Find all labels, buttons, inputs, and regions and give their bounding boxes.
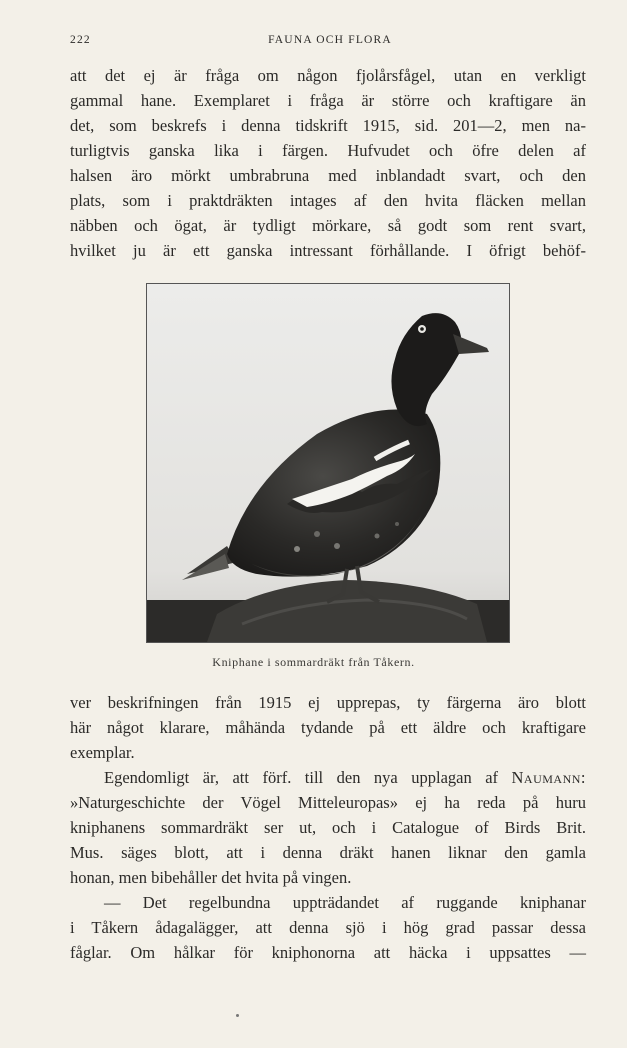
text-line: näbben och ögat, är tydligt mörkare, så godt som rent svart, [70, 216, 586, 235]
page-number: 222 [70, 34, 91, 46]
text-line: plats, som i praktdräkten intages af den hvita fläcken mellan [70, 191, 586, 210]
text-line: ver beskrifningen från 1915 ej upprepas, ty färgerna äro blott [70, 693, 586, 712]
author-name: Naumann: [511, 768, 586, 787]
duck-illustration [147, 284, 509, 642]
goldeneye-photograph [146, 283, 510, 643]
text-line: hvilket ju är ett ganska intressant förhållande. I öfrigt behöf- [70, 241, 586, 260]
paper-speck [236, 1014, 239, 1017]
text-line: honan, men bibehåller det hvita på vingen. [70, 868, 352, 887]
body-paragraph-1 [70, 690, 586, 765]
text-line: halsen äro mörkt umbrabruna med inblandadt svart, och den [70, 166, 586, 185]
text-line: i Tåkern ådagalägger, att denna sjö i hög grad passar dessa [70, 918, 586, 937]
text-line: fåglar. Om hålkar för kniphonorna att häcka i uppsattes — [70, 943, 586, 962]
page-header [70, 34, 590, 50]
text-line: kniphanens sommardräkt ser ut, och i Catalogue of Birds Brit. [70, 818, 586, 837]
figure-caption: Kniphane i sommardräkt från Tåkern. [212, 655, 415, 669]
top-paragraph [70, 63, 586, 263]
text-line: turligtvis ganska lika i färgen. Hufvudet och öfre delen af [70, 141, 586, 160]
text-line: här något klarare, måhända tydande på ett äldre och kraftigare [70, 718, 586, 737]
text-line: »Naturgeschichte der Vögel Mitteleuropas» ej ha reda på huru [70, 793, 586, 812]
text-line: Mus. säges blott, att i denna dräkt hanen liknar den gamla [70, 843, 586, 862]
text-line: att det ej är fråga om någon fjolårsfågel, utan en verkligt [70, 66, 586, 85]
text-run: Egendomligt är, att förf. till den nya upplagan af [104, 768, 512, 787]
body-paragraph-2 [70, 765, 586, 890]
text-line: — Det regelbundna uppträdandet af ruggande kniphanar [104, 893, 586, 912]
text-line: det, som beskrefs i denna tidskrift 1915, sid. 201—2, men na- [70, 116, 586, 135]
text-line: exemplar. [70, 743, 135, 762]
text-line [70, 765, 586, 790]
body-paragraph-3 [70, 890, 586, 965]
text-line: gammal hane. Exemplaret i fråga är större och kraftigare än [70, 91, 586, 110]
running-title: FAUNA OCH FLORA [268, 34, 392, 46]
